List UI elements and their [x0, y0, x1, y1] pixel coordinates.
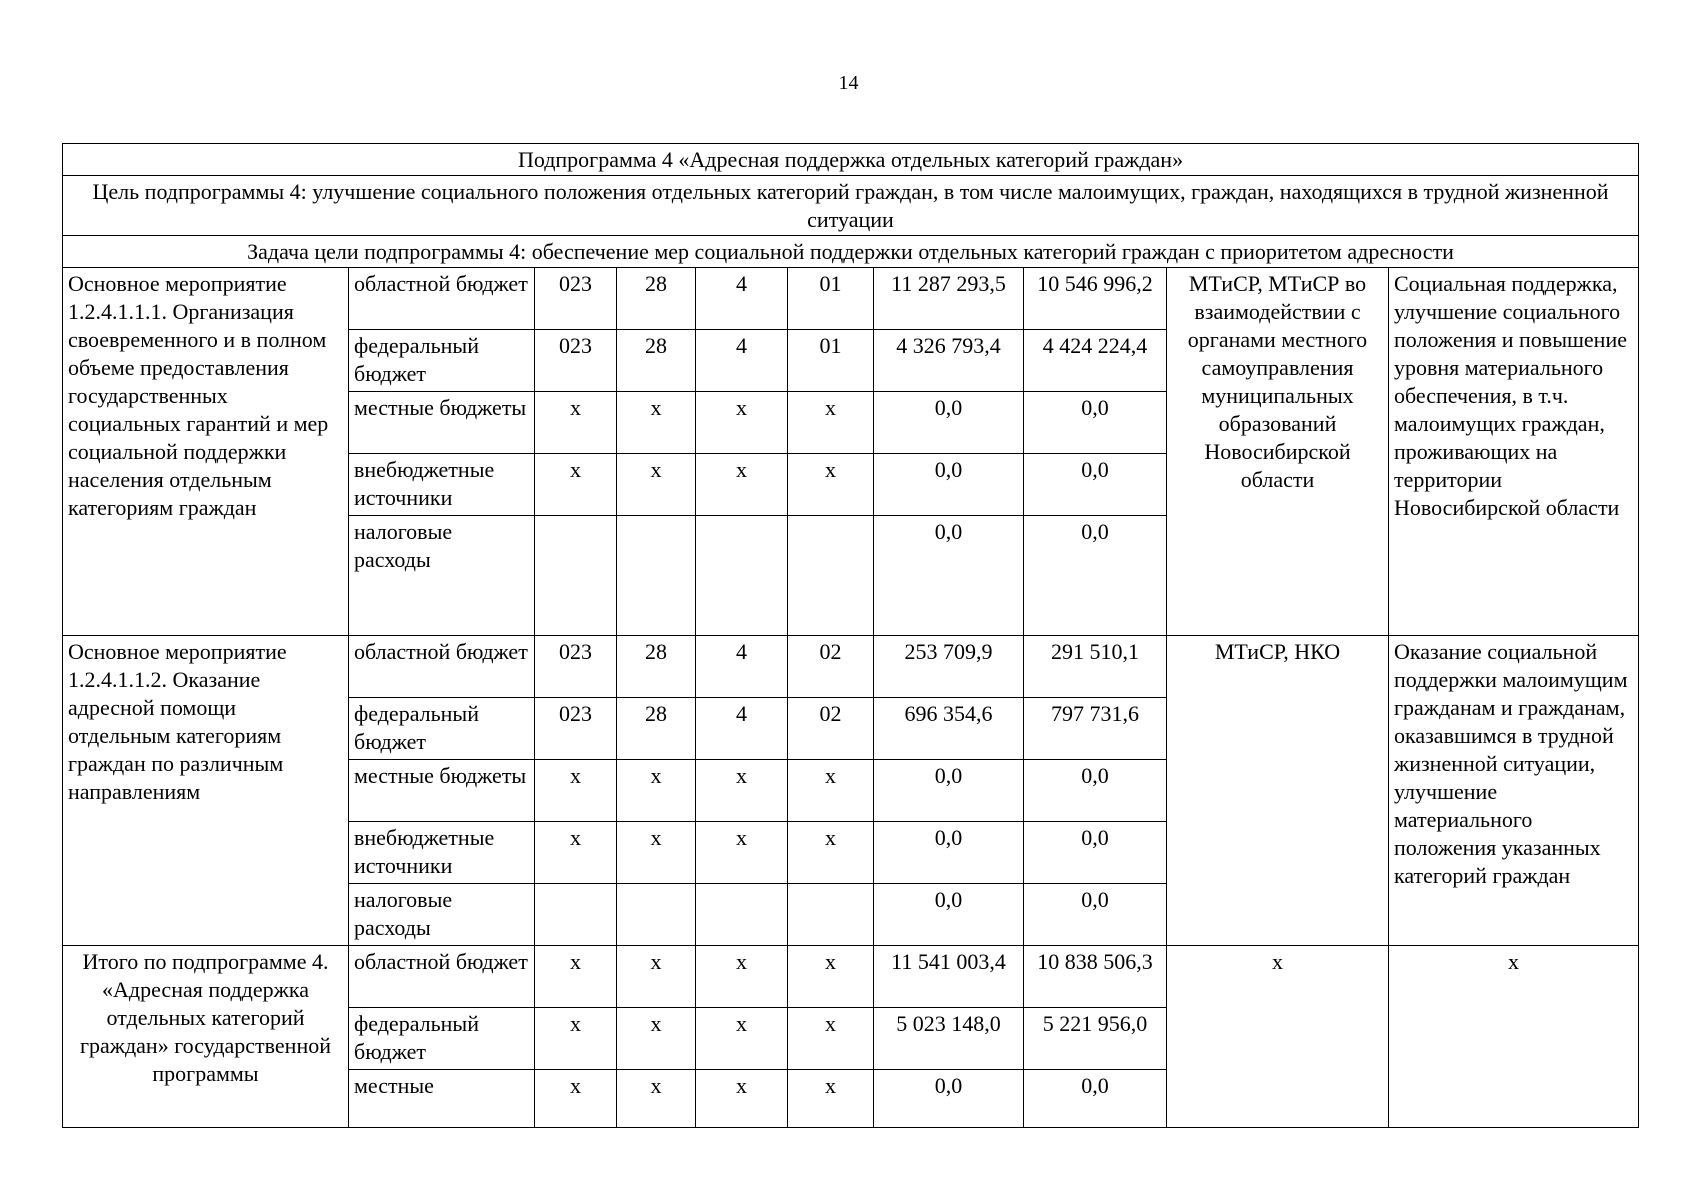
subprogram-title-row — [63, 144, 1639, 176]
code-gp: х — [617, 392, 696, 454]
amount-2: 10 838 506,3 — [1024, 946, 1167, 1008]
code-om: х — [788, 1008, 874, 1070]
funding-source: местные бюджеты — [349, 760, 535, 822]
funding-source: федеральный бюджет — [349, 698, 535, 760]
funding-source: областной бюджет — [349, 636, 535, 698]
code-pgp: 4 — [696, 268, 788, 330]
code-om: х — [788, 454, 874, 516]
code-grbs: 023 — [535, 636, 617, 698]
subprogram-table — [62, 143, 1639, 1128]
amount-2: 0,0 — [1024, 760, 1167, 822]
code-gp — [617, 884, 696, 946]
amount-1: 0,0 — [874, 884, 1024, 946]
code-gp: х — [617, 946, 696, 1008]
funding-source: областной бюджет — [349, 946, 535, 1008]
amount-2: 0,0 — [1024, 516, 1167, 636]
amount-1: 696 354,6 — [874, 698, 1024, 760]
code-pgp: 4 — [696, 330, 788, 392]
amount-1: 11 541 003,4 — [874, 946, 1024, 1008]
page-number: 14 — [838, 72, 859, 94]
expected-result: Социальная поддержка, улучшение социального положения и повышение уровня материального обеспечения, в т.ч. малоимущих граждан, проживающих на территории Новосибирской области — [1389, 268, 1639, 636]
code-gp: 28 — [617, 268, 696, 330]
subprogram-title: Подпрограмма 4 «Адресная поддержка отдельных категорий граждан» — [63, 144, 1639, 176]
executor: МТиСР, МТиСР во взаимодействии с органами местного самоуправления муниципальных образований Новосибирской области — [1167, 268, 1389, 636]
executor: МТиСР, НКО — [1167, 636, 1389, 946]
funding-source: местные бюджеты — [349, 392, 535, 454]
amount-1: 5 023 148,0 — [874, 1008, 1024, 1070]
code-gp: х — [617, 1008, 696, 1070]
code-gp: 28 — [617, 636, 696, 698]
code-pgp — [696, 884, 788, 946]
amount-2: 10 546 996,2 — [1024, 268, 1167, 330]
code-om: 02 — [788, 698, 874, 760]
code-pgp: 4 — [696, 698, 788, 760]
code-om: х — [788, 760, 874, 822]
code-gp: х — [617, 760, 696, 822]
subprogram-goal: Цель подпрограммы 4: улучшение социального положения отдельных категорий граждан, в том числе малоимущих, граждан, находящихся в трудной жизненной ситуации — [63, 176, 1639, 236]
code-gp: х — [617, 822, 696, 884]
table-row — [63, 946, 1639, 1008]
goal-row — [63, 176, 1639, 236]
amount-1: 11 287 293,5 — [874, 268, 1024, 330]
code-om: 01 — [788, 268, 874, 330]
code-om: 02 — [788, 636, 874, 698]
total-title: Итого по подпрограмме 4. «Адресная поддержка отдельных категорий граждан» государственной программы — [63, 946, 349, 1128]
code-om: 01 — [788, 330, 874, 392]
amount-2: 0,0 — [1024, 392, 1167, 454]
code-gp: х — [617, 454, 696, 516]
code-grbs: х — [535, 454, 617, 516]
amount-1: 0,0 — [874, 392, 1024, 454]
code-grbs: х — [535, 760, 617, 822]
code-om — [788, 884, 874, 946]
code-pgp: х — [696, 946, 788, 1008]
funding-source: внебюджетные источники — [349, 454, 535, 516]
subprogram-task: Задача цели подпрограммы 4: обеспечение мер социальной поддержки отдельных категорий граждан с приоритетом адресности — [63, 236, 1639, 268]
code-pgp: 4 — [696, 636, 788, 698]
amount-1: 0,0 — [874, 1070, 1024, 1128]
funding-source: федеральный бюджет — [349, 1008, 535, 1070]
amount-2: 0,0 — [1024, 1070, 1167, 1128]
code-gp: х — [617, 1070, 696, 1128]
code-pgp: х — [696, 392, 788, 454]
code-pgp — [696, 516, 788, 636]
code-grbs: х — [535, 1070, 617, 1128]
amount-2: 0,0 — [1024, 454, 1167, 516]
task-row — [63, 236, 1639, 268]
code-grbs: 023 — [535, 268, 617, 330]
amount-2: 291 510,1 — [1024, 636, 1167, 698]
code-grbs — [535, 516, 617, 636]
code-gp: 28 — [617, 698, 696, 760]
amount-1: 0,0 — [874, 516, 1024, 636]
activity-title: Основное мероприятие 1.2.4.1.1.1. Организация своевременного и в полном объеме предоставления государственных социальных гарантий и мер социальной поддержки населения отдельным категориям граждан — [63, 268, 349, 636]
amount-2: 5 221 956,0 — [1024, 1008, 1167, 1070]
code-om: х — [788, 946, 874, 1008]
code-pgp: х — [696, 1008, 788, 1070]
amount-2: 0,0 — [1024, 822, 1167, 884]
code-pgp: х — [696, 760, 788, 822]
funding-source: областной бюджет — [349, 268, 535, 330]
activity-title: Основное мероприятие 1.2.4.1.1.2. Оказание адресной помощи отдельным категориям граждан по различным направлениям — [63, 636, 349, 946]
code-grbs: 023 — [535, 698, 617, 760]
table-row — [63, 268, 1639, 330]
amount-1: 0,0 — [874, 454, 1024, 516]
code-pgp: х — [696, 822, 788, 884]
code-pgp: х — [696, 454, 788, 516]
code-grbs — [535, 884, 617, 946]
amount-1: 0,0 — [874, 822, 1024, 884]
table-row — [63, 636, 1639, 698]
code-grbs: х — [535, 392, 617, 454]
code-pgp: х — [696, 1070, 788, 1128]
code-grbs: х — [535, 946, 617, 1008]
executor: х — [1167, 946, 1389, 1128]
amount-1: 0,0 — [874, 760, 1024, 822]
code-grbs: х — [535, 822, 617, 884]
code-om: х — [788, 1070, 874, 1128]
code-om: х — [788, 822, 874, 884]
amount-2: 797 731,6 — [1024, 698, 1167, 760]
code-grbs: 023 — [535, 330, 617, 392]
funding-source: местные — [349, 1070, 535, 1128]
code-grbs: х — [535, 1008, 617, 1070]
amount-1: 253 709,9 — [874, 636, 1024, 698]
amount-2: 0,0 — [1024, 884, 1167, 946]
funding-source: федеральный бюджет — [349, 330, 535, 392]
code-gp: 28 — [617, 330, 696, 392]
amount-1: 4 326 793,4 — [874, 330, 1024, 392]
code-om — [788, 516, 874, 636]
expected-result: Оказание социальной поддержки малоимущим гражданам и гражданам, оказавшимся в трудной жизненной ситуации, улучшение материального положения указанных категорий граждан — [1389, 636, 1639, 946]
funding-source: внебюджетные источники — [349, 822, 535, 884]
amount-2: 4 424 224,4 — [1024, 330, 1167, 392]
funding-source: налоговые расходы — [349, 516, 535, 636]
expected-result: х — [1389, 946, 1639, 1128]
funding-source: налоговые расходы — [349, 884, 535, 946]
code-gp — [617, 516, 696, 636]
code-om: х — [788, 392, 874, 454]
